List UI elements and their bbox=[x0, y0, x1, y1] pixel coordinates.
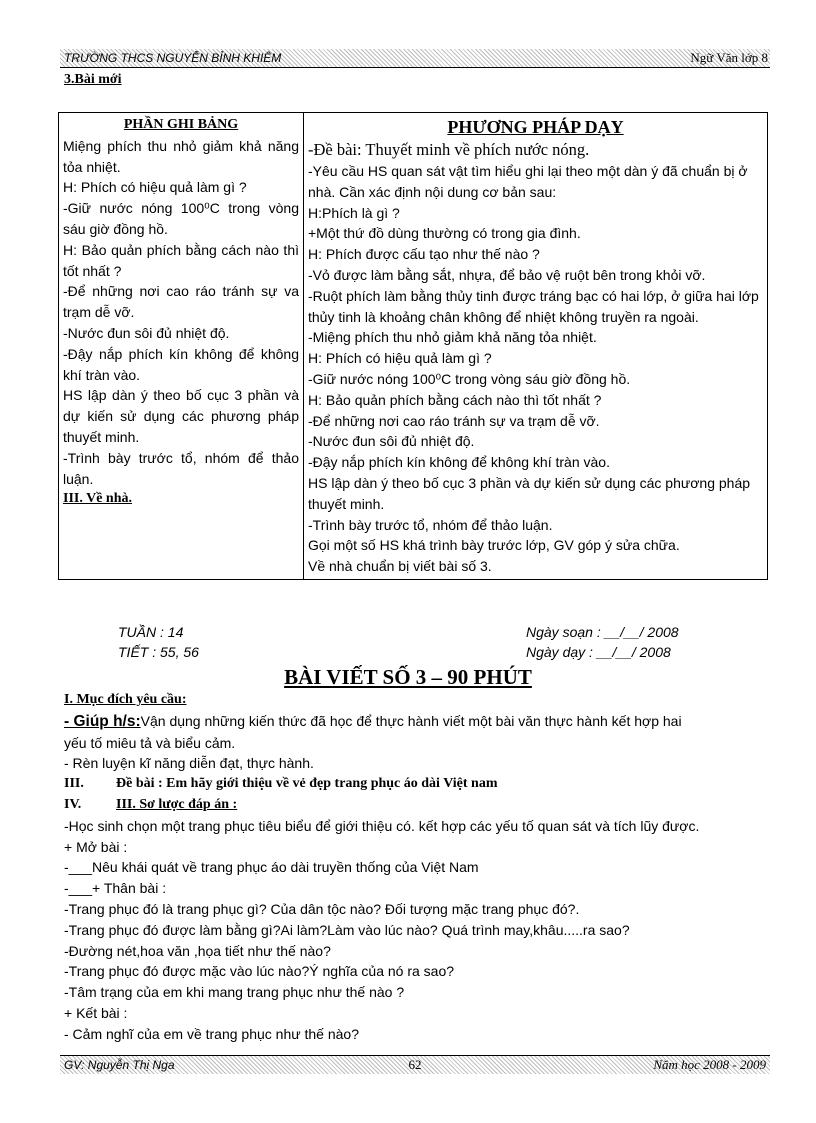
left-line: H: Bảo quản phích bằng cách nào thì tốt nhất ? bbox=[63, 241, 299, 279]
answer-line: -___Nêu khái quát về trang phục áo dài truyền thống của Việt Nam bbox=[64, 859, 479, 876]
right-line: -Miệng phích thu nhỏ giảm khả năng tỏa nhiệt. bbox=[308, 329, 597, 346]
period-label: TIẾT : 55, 56 bbox=[118, 644, 199, 660]
exam-topic: Đề bài : Em hãy giới thiệu về vẻ đẹp trang phục áo dài Việt nam bbox=[116, 776, 498, 792]
right-line: -Trình bày trước tổ, nhóm để thảo luận. bbox=[308, 516, 553, 533]
left-line: -Trình bày trước tổ, nhóm để thảo luận. bbox=[63, 449, 299, 487]
right-line: HS lập dàn ý theo bố cục 3 phần và dự kiến sử dụng các phương pháp thuyết minh. bbox=[308, 474, 751, 512]
answer-line: -___+ Thân bài : bbox=[64, 880, 167, 897]
teaching-method-title: PHƯƠNG PHÁP DẠY bbox=[447, 117, 624, 137]
school-name: TRƯỜNG THCS NGUYỄN BỈNH KHIÊM bbox=[64, 51, 282, 65]
left-line: HS lập dàn ý theo bố cục 3 phần và dự kiến sử dụng các phương pháp thuyết minh. bbox=[63, 387, 299, 445]
objectives-line-2: yếu tố miêu tả và biểu cảm. bbox=[64, 734, 236, 751]
objectives-line bbox=[64, 711, 772, 733]
right-line: -Để những nơi cao ráo tránh sự va trạm dễ vỡ. bbox=[308, 412, 600, 429]
teaching-method-column bbox=[304, 113, 768, 580]
left-line: -Đậy nắp phích kín không để không khí tràn vào. bbox=[63, 345, 299, 383]
school-year: Năm học 2008 - 2009 bbox=[653, 1057, 766, 1072]
right-line: -Nước đun sôi đủ nhiệt độ. bbox=[308, 433, 475, 450]
exam-title: BÀI VIẾT SỐ 3 – 90 PHÚT bbox=[284, 665, 532, 689]
board-notes-title: PHẦN GHI BẢNG bbox=[123, 117, 239, 132]
subject-name: Ngữ Văn lớp 8 bbox=[690, 50, 768, 65]
teach-date: Ngày dạy : __/__/ 2008 bbox=[526, 644, 671, 660]
page-footer bbox=[60, 1055, 770, 1074]
teacher-name: GV: Nguyễn Thị Nga bbox=[64, 1058, 175, 1072]
skills-line: - Rèn luyện kĩ năng diễn đạt, thực hành. bbox=[64, 755, 314, 772]
right-line: -Ruột phích làm bằng thủy tinh được tráng bạc có hai lớp, ở giữa hai lớp thủy tinh là khoảng chân không để nhiệt không truyền ra ngoài. bbox=[308, 287, 759, 325]
right-line: H: Phích được cấu tạo như thế nào ? bbox=[308, 246, 540, 263]
right-line: -Vỏ được làm bằng sắt, nhựa, để bảo vệ ruột bên trong khỏi vỡ. bbox=[308, 266, 706, 283]
right-line: Về nhà chuẩn bị viết bài số 3. bbox=[308, 558, 492, 575]
left-line: Miệng phích thu nhỏ giảm khả năng tỏa nhiệt. bbox=[63, 137, 299, 175]
answer-line: + Kết bài : bbox=[64, 1004, 128, 1021]
roman-iii: III. bbox=[64, 776, 84, 792]
right-line: -Giữ nước nóng 100⁰C trong vòng sáu giờ đồng hồ. bbox=[308, 370, 631, 387]
homework-heading: III. Về nhà. bbox=[63, 491, 132, 507]
right-line: -Đậy nắp phích kín không để không khí tràn vào. bbox=[308, 454, 610, 471]
objectives-heading: I. Mục đích yêu cầu: bbox=[64, 692, 187, 707]
page-number: 62 bbox=[408, 1057, 422, 1072]
section-new-lesson: 3.Bài mới bbox=[64, 72, 122, 87]
right-line: +Một thứ đồ dùng thường có trong gia đình. bbox=[308, 225, 581, 242]
answer-line: - Cảm nghĩ của em về trang phục như thế nào? bbox=[64, 1025, 359, 1042]
left-line: -Nước đun sôi đủ nhiệt độ. bbox=[63, 324, 230, 341]
answer-line: -Học sinh chọn một trang phục tiêu biểu để giới thiệu có. kết hợp các yếu tố quan sát và tích lũy được. bbox=[64, 817, 700, 834]
right-line: Gọi một số HS khá trình bày trước lớp, GV góp ý sửa chữa. bbox=[308, 537, 680, 554]
answer-line: -Tâm trạng của em khi mang trang phục như thế nào ? bbox=[64, 984, 405, 1001]
topic-section bbox=[64, 774, 772, 795]
answer-line: -Trang phục đó được mặc vào lúc nào?Ý nghĩa của nó ra sao? bbox=[64, 963, 455, 980]
answer-line: -Trang phục đó là trang phục gì? Của dân tộc nào? Đối tượng mặc trang phục đó?. bbox=[64, 900, 580, 917]
right-line: -Yêu cầu HS quan sát vật tìm hiểu ghi lại theo một dàn ý đã chuẩn bị ở nhà. Cần xác định nội dung cơ bản sau: bbox=[308, 163, 748, 200]
topic-line: -Đề bài: Thuyết minh về phích nước nóng. bbox=[308, 140, 590, 159]
week-label: TUẦN : 14 bbox=[118, 624, 184, 640]
board-notes-column bbox=[59, 113, 304, 580]
lesson-table bbox=[58, 112, 768, 580]
left-line: -Để những nơi cao ráo tránh sự va trạm dễ vỡ. bbox=[63, 283, 299, 321]
right-line: H:Phích là gì ? bbox=[308, 204, 400, 221]
answer-line: + Mở bài : bbox=[64, 838, 128, 855]
right-line: H: Phích có hiệu quả làm gì ? bbox=[308, 350, 492, 367]
left-line: -Giữ nước nóng 100⁰C trong vòng sáu giờ đồng hồ. bbox=[63, 200, 299, 237]
help-label: - Giúp h/s: bbox=[64, 712, 141, 730]
exam-body bbox=[64, 690, 772, 1045]
left-line: H: Phích có hiệu quả làm gì ? bbox=[63, 179, 247, 196]
answer-line: -Đường nét,hoa văn ,họa tiết như thế nào? bbox=[64, 942, 331, 959]
answer-heading: III. Sơ lược đáp án : bbox=[116, 796, 238, 812]
page-header bbox=[60, 49, 770, 68]
help-text: Vận dụng những kiến thức đã học để thực hành viết một bài văn thực hành kết hợp hai bbox=[140, 712, 682, 729]
answer-line: -Trang phục đó được làm bằng gì?Ai làm?Làm vào lúc nào? Quá trình may,khâu.....ra sao? bbox=[64, 921, 630, 938]
prep-date: Ngày soạn : __/__/ 2008 bbox=[526, 624, 679, 640]
roman-iv: IV. bbox=[64, 796, 82, 812]
right-line: H: Bảo quản phích bằng cách nào thì tốt nhất ? bbox=[308, 391, 602, 408]
answer-section bbox=[64, 795, 772, 816]
